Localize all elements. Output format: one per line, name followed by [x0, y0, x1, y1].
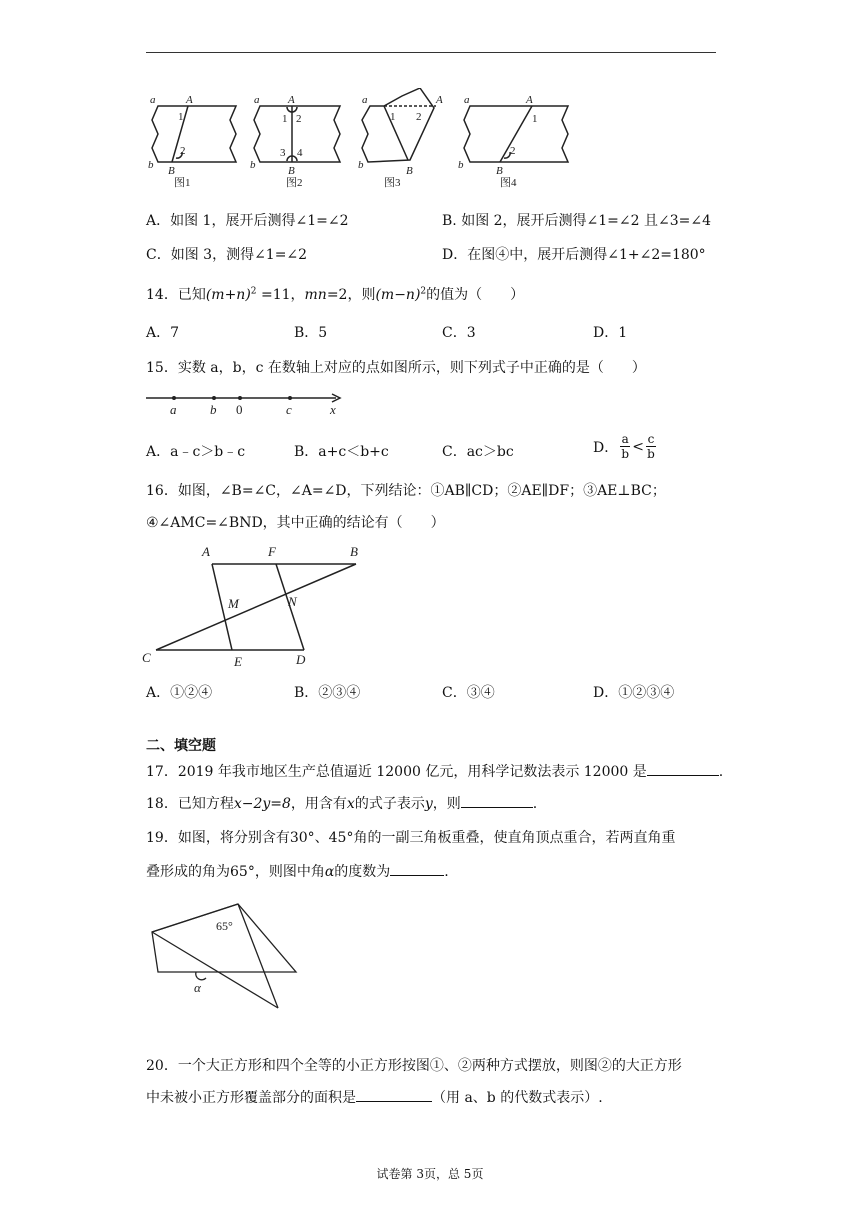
q14-sup1: 2: [250, 286, 257, 297]
q15-d-prefix: D．: [593, 439, 619, 456]
q18: [146, 793, 537, 813]
q20-line1: 20．一个大正方形和四个全等的小正方形按图①、②两种方式摆放，则图②的大正方形: [146, 1058, 682, 1074]
q14-expr2: (m−n): [375, 287, 421, 303]
q15-option-c: C．ac＞bc: [442, 444, 514, 460]
q15-option-b: B．a+c＜b+c: [294, 444, 389, 460]
section-title: 二、填空题: [146, 738, 216, 754]
q13-option-a: A．如图 1，展开后测得∠1=∠2: [146, 213, 349, 229]
fig4-b: b: [458, 159, 464, 171]
label-b: b: [210, 402, 217, 417]
fig3-a: a: [362, 94, 368, 106]
q18-x: x: [346, 796, 355, 812]
fig1-a: a: [150, 94, 156, 106]
fig3-2: 2: [416, 111, 422, 123]
triangle-45: [152, 904, 296, 972]
q19-answer-blank[interactable]: [390, 875, 444, 876]
frac-a-den: b: [621, 447, 630, 461]
q19-end: .: [444, 864, 449, 880]
fig4-1: 1: [532, 113, 538, 125]
fig2-4: 4: [297, 147, 303, 159]
alpha-arc: [196, 972, 206, 980]
label-F: F: [268, 544, 276, 559]
label-zero: 0: [236, 402, 243, 417]
label-a: a: [170, 402, 177, 417]
q20-line2a: 中未被小正方形覆盖部分的面积是: [146, 1090, 356, 1106]
q14-option-c: C．3: [442, 325, 476, 341]
q19-figure: [146, 894, 306, 1012]
q18-p1: 18．已知方程: [146, 796, 234, 812]
q19-alpha: α: [324, 864, 335, 880]
q19-line2a: 叠形成的角为65°，则图中角: [146, 864, 325, 880]
angle-65: 65°: [216, 919, 233, 933]
q17: [146, 761, 723, 781]
point-zero: [238, 396, 242, 400]
fig1-2: 2: [180, 145, 186, 157]
q16-line1: 16．如图，∠B=∠C，∠A=∠D，下列结论：①AB∥CD；②AE∥DF；③AE⊥BC；: [146, 483, 666, 499]
fraction-c-over-b: [646, 432, 656, 461]
q19-line1: 19．如图，将分别含有30°、45°角的一副三角板重叠，使直角顶点重合，若两直角重: [146, 830, 676, 846]
q19-line2: [146, 861, 449, 881]
fig4-caption: 图4: [500, 177, 517, 189]
fig1-B: B: [168, 165, 175, 177]
q20-line2: [146, 1087, 603, 1107]
label-x: x: [330, 402, 336, 417]
q14-expr1: (m+n): [205, 287, 251, 303]
label-E: E: [234, 654, 242, 669]
fig3-caption: 图3: [384, 177, 401, 189]
q15-stem: 15．实数 a，b，c 在数轴上对应的点如图所示，则下列式子中正确的是（ ）: [146, 360, 646, 376]
fig2-A: A: [288, 94, 295, 106]
q16-option-d: D．①②③④: [593, 685, 675, 701]
q19-line2b: 的度数为: [334, 864, 391, 880]
fig2-a: a: [254, 94, 260, 106]
q14-mn: mn: [304, 287, 327, 303]
frac-c-den: b: [647, 447, 655, 461]
fig2-caption: 图2: [286, 177, 303, 189]
q17-end: .: [718, 764, 724, 780]
triangle-30-hyp: [152, 932, 278, 1008]
q18-equation: x−2y=8: [233, 796, 291, 812]
q15-option-a: A．a﹣c＞b﹣c: [146, 444, 246, 460]
q13-figures: [140, 88, 730, 194]
label-B: B: [350, 544, 358, 559]
fig1-1: 1: [178, 111, 184, 123]
less-than: <: [632, 438, 644, 455]
q14-p1: 14．已知: [146, 287, 206, 303]
fig3-B: B: [406, 165, 413, 177]
q16-option-c: C．③④: [442, 685, 495, 701]
fig3-b: b: [358, 159, 364, 171]
label-N: N: [288, 594, 297, 609]
q16-option-b: B．②③④: [294, 685, 361, 701]
fig1-b: b: [148, 159, 154, 171]
header-rule: [146, 52, 716, 53]
q14-p4: 的值为（ ）: [426, 287, 525, 303]
fig3-fold: [384, 106, 408, 160]
q13-option-c: C．如图 3，测得∠1=∠2: [146, 247, 308, 263]
fig2-1: 1: [282, 113, 288, 125]
q18-p4: ，则: [432, 796, 461, 812]
q14-option-d: D．1: [593, 325, 628, 341]
fig2-3: 3: [280, 147, 286, 159]
point-b: [212, 396, 216, 400]
fig4-A: A: [526, 94, 533, 106]
q18-p3: 的式子表示: [354, 796, 425, 812]
fig4-2: 2: [510, 145, 516, 157]
fraction-a-over-b: [620, 432, 630, 461]
fig2-b: b: [250, 159, 256, 171]
triangle-30-leg: [238, 904, 278, 1008]
q14-option-b: B．5: [294, 325, 328, 341]
label-C: C: [142, 650, 151, 665]
fig1-caption: 图1: [174, 177, 191, 189]
q14-p3: =2，则: [326, 287, 376, 303]
q14-stem: [146, 284, 524, 304]
q14-p2: =11，: [256, 287, 305, 303]
q17-text: 17．2019 年我市地区生产总值逼近 12000 亿元，用科学记数法表示 12000 是: [146, 764, 647, 780]
q17-answer-blank[interactable]: [647, 775, 719, 776]
label-D: D: [296, 652, 306, 667]
q15-number-line: [146, 388, 356, 420]
q20-answer-blank[interactable]: [356, 1101, 432, 1102]
q18-end: .: [532, 796, 538, 812]
angle-alpha: α: [194, 980, 201, 995]
fig3-A: A: [436, 94, 443, 106]
line-CB: [156, 564, 356, 650]
q16-option-a: A．①②④: [146, 685, 213, 701]
fig1-strip: [152, 106, 236, 162]
q16-figure: [140, 542, 380, 672]
q14-sup2: 2: [420, 286, 427, 297]
fig2-2: 2: [296, 113, 302, 125]
frac-c-num: c: [647, 432, 655, 446]
q18-y: y: [424, 796, 433, 812]
q18-p2: ，用含有: [290, 796, 347, 812]
fig1-A: A: [186, 94, 193, 106]
point-c: [288, 396, 292, 400]
label-c: c: [286, 402, 292, 417]
q14-option-a: A．7: [146, 325, 180, 341]
point-a: [172, 396, 176, 400]
label-A: A: [202, 544, 210, 559]
fig3-1: 1: [390, 111, 396, 123]
label-M: M: [228, 596, 239, 611]
frac-a-num: a: [621, 432, 629, 446]
q15-option-d: [593, 432, 658, 461]
fig4-B: B: [496, 165, 503, 177]
fig4-crease: [500, 106, 532, 162]
fig4-a: a: [464, 94, 470, 106]
q18-answer-blank[interactable]: [461, 807, 533, 808]
q20-line2b: （用 a、b 的代数式表示）.: [432, 1090, 603, 1106]
fig3-shape: [362, 88, 434, 162]
fig2-B: B: [288, 165, 295, 177]
page-footer: 试卷第 3页，总 5页: [376, 1167, 484, 1181]
q13-option-d: D．在图④中，展开后测得∠1+∠2=180°: [442, 247, 706, 263]
q16-line2: ④∠AMC=∠BND，其中正确的结论有（ ）: [146, 515, 445, 531]
q13-option-b: B. 如图 2，展开后测得∠1=∠2 且∠3=∠4: [442, 213, 712, 229]
